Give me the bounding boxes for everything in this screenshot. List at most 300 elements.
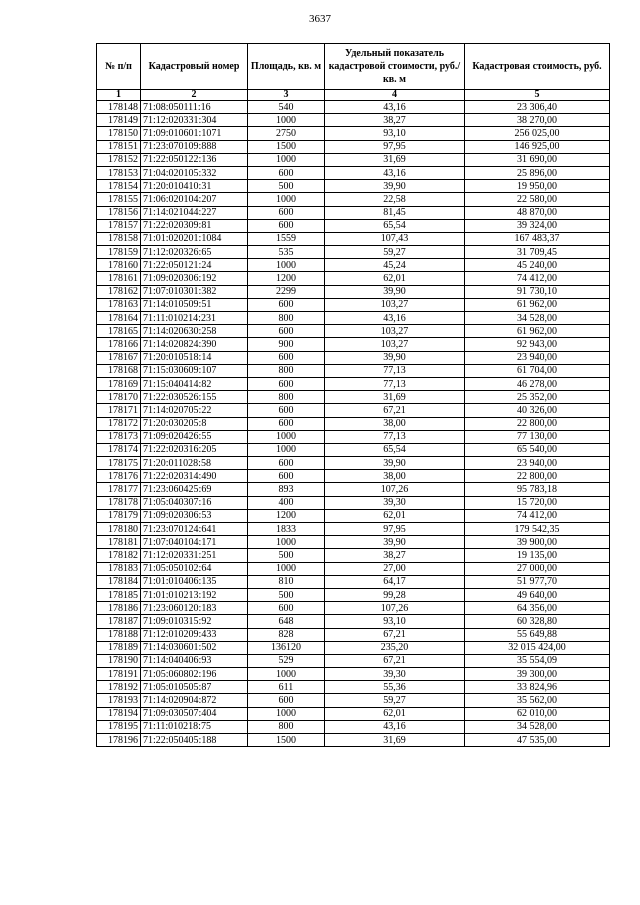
cadastral-value-cell: 22 580,00 [465, 193, 610, 206]
specific-value-cell: 65,54 [325, 219, 465, 232]
cadastral-value-cell: 74 412,00 [465, 272, 610, 285]
table-row [97, 140, 610, 153]
area-cell: 1000 [248, 668, 325, 681]
cadastral-number-cell: 71:22:050122:136 [141, 153, 248, 166]
area-cell: 500 [248, 180, 325, 193]
table-row [97, 707, 610, 720]
column-index: 1 [97, 90, 141, 101]
cadastral-value-cell: 39 300,00 [465, 668, 610, 681]
cadastral-value-cell: 92 943,00 [465, 338, 610, 351]
area-cell: 1500 [248, 140, 325, 153]
table-row [97, 417, 610, 430]
area-cell: 600 [248, 219, 325, 232]
row-number-cell: 178150 [97, 127, 141, 140]
cadastral-number-cell: 71:11:010218:75 [141, 720, 248, 733]
area-cell: 900 [248, 338, 325, 351]
cadastral-value-cell: 179 542,35 [465, 523, 610, 536]
cadastral-number-cell: 71:22:020309:81 [141, 219, 248, 232]
area-cell: 2750 [248, 127, 325, 140]
row-number-cell: 178163 [97, 298, 141, 311]
specific-value-cell: 62,01 [325, 272, 465, 285]
row-number-cell: 178151 [97, 140, 141, 153]
table-row [97, 325, 610, 338]
row-number-cell: 178166 [97, 338, 141, 351]
specific-value-cell: 77,13 [325, 364, 465, 377]
area-cell: 500 [248, 549, 325, 562]
specific-value-cell: 65,54 [325, 443, 465, 456]
row-number-cell: 178173 [97, 430, 141, 443]
cadastral-number-cell: 71:11:010214:231 [141, 312, 248, 325]
row-number-cell: 178169 [97, 377, 141, 390]
cadastral-number-cell: 71:15:030609:107 [141, 364, 248, 377]
area-cell: 1833 [248, 523, 325, 536]
area-cell: 600 [248, 602, 325, 615]
area-cell: 540 [248, 101, 325, 114]
area-cell: 600 [248, 377, 325, 390]
table-row [97, 720, 610, 733]
row-number-cell: 178194 [97, 707, 141, 720]
row-number-cell: 178161 [97, 272, 141, 285]
table-row [97, 668, 610, 681]
row-number-cell: 178156 [97, 206, 141, 219]
table-row [97, 180, 610, 193]
cadastral-number-cell: 71:14:010509:51 [141, 298, 248, 311]
row-number-cell: 178158 [97, 232, 141, 245]
cadastral-value-cell: 47 535,00 [465, 734, 610, 747]
cadastral-value-cell: 91 730,10 [465, 285, 610, 298]
row-number-cell: 178154 [97, 180, 141, 193]
specific-value-cell: 107,26 [325, 483, 465, 496]
area-cell: 600 [248, 404, 325, 417]
cadastral-value-cell: 19 135,00 [465, 549, 610, 562]
cadastral-number-cell: 71:22:050121:24 [141, 259, 248, 272]
table-row [97, 483, 610, 496]
row-number-cell: 178148 [97, 101, 141, 114]
table-row [97, 536, 610, 549]
cadastral-number-cell: 71:23:060425:69 [141, 483, 248, 496]
specific-value-cell: 39,30 [325, 496, 465, 509]
table-row [97, 615, 610, 628]
specific-value-cell: 81,45 [325, 206, 465, 219]
cadastral-value-cell: 49 640,00 [465, 588, 610, 601]
row-number-cell: 178149 [97, 114, 141, 127]
cadastral-number-cell: 71:14:030601:502 [141, 641, 248, 654]
row-number-cell: 178164 [97, 312, 141, 325]
cadastral-number-cell: 71:22:030526:155 [141, 391, 248, 404]
area-cell: 1000 [248, 114, 325, 127]
specific-value-cell: 43,16 [325, 101, 465, 114]
specific-value-cell: 31,69 [325, 153, 465, 166]
specific-value-cell: 39,90 [325, 285, 465, 298]
cadastral-value-cell: 27 000,00 [465, 562, 610, 575]
specific-value-cell: 43,16 [325, 312, 465, 325]
cadastral-number-cell: 71:12:020331:251 [141, 549, 248, 562]
row-number-cell: 178181 [97, 536, 141, 549]
cadastral-value-cell: 15 720,00 [465, 496, 610, 509]
row-number-cell: 178189 [97, 641, 141, 654]
cadastral-value-cell: 60 328,80 [465, 615, 610, 628]
cadastral-number-cell: 71:01:020201:1084 [141, 232, 248, 245]
specific-value-cell: 97,95 [325, 140, 465, 153]
area-cell: 1500 [248, 734, 325, 747]
area-cell: 600 [248, 325, 325, 338]
cadastral-value-cell: 61 962,00 [465, 298, 610, 311]
table-row [97, 734, 610, 747]
table-row [97, 338, 610, 351]
area-cell: 800 [248, 720, 325, 733]
area-cell: 400 [248, 496, 325, 509]
row-number-cell: 178162 [97, 285, 141, 298]
area-cell: 2299 [248, 285, 325, 298]
area-cell: 600 [248, 166, 325, 179]
row-number-cell: 178180 [97, 523, 141, 536]
cadastral-number-cell: 71:20:011028:58 [141, 457, 248, 470]
cadastral-value-table [96, 43, 610, 747]
cadastral-number-cell: 71:12:010209:433 [141, 628, 248, 641]
specific-value-cell: 93,10 [325, 615, 465, 628]
cadastral-value-cell: 25 352,00 [465, 391, 610, 404]
cadastral-number-cell: 71:09:030507:404 [141, 707, 248, 720]
table-row [97, 364, 610, 377]
specific-value-cell: 38,27 [325, 549, 465, 562]
specific-value-cell: 235,20 [325, 641, 465, 654]
table-row [97, 496, 610, 509]
specific-value-cell: 107,43 [325, 232, 465, 245]
row-number-cell: 178175 [97, 457, 141, 470]
specific-value-cell: 103,27 [325, 298, 465, 311]
table-row [97, 272, 610, 285]
table-row [97, 654, 610, 667]
cadastral-value-cell: 46 278,00 [465, 377, 610, 390]
specific-value-cell: 31,69 [325, 391, 465, 404]
area-cell: 529 [248, 654, 325, 667]
area-cell: 1000 [248, 430, 325, 443]
area-cell: 136120 [248, 641, 325, 654]
row-number-cell: 178193 [97, 694, 141, 707]
row-number-cell: 178185 [97, 588, 141, 601]
cadastral-value-cell: 167 483,37 [465, 232, 610, 245]
row-number-cell: 178187 [97, 615, 141, 628]
specific-value-cell: 55,36 [325, 681, 465, 694]
area-cell: 500 [248, 588, 325, 601]
specific-value-cell: 99,28 [325, 588, 465, 601]
specific-value-cell: 59,27 [325, 694, 465, 707]
specific-value-cell: 77,13 [325, 430, 465, 443]
cadastral-value-cell: 77 130,00 [465, 430, 610, 443]
cadastral-number-cell: 71:14:021044:227 [141, 206, 248, 219]
area-cell: 828 [248, 628, 325, 641]
cadastral-value-cell: 31 709,45 [465, 246, 610, 259]
cadastral-number-cell: 71:07:010301:382 [141, 285, 248, 298]
specific-value-cell: 39,90 [325, 180, 465, 193]
row-number-cell: 178191 [97, 668, 141, 681]
cadastral-number-cell: 71:14:020824:390 [141, 338, 248, 351]
cadastral-value-cell: 65 540,00 [465, 443, 610, 456]
area-cell: 600 [248, 694, 325, 707]
table-row [97, 114, 610, 127]
cadastral-number-cell: 71:08:050111:16 [141, 101, 248, 114]
header-area: Площадь, кв. м [248, 44, 325, 90]
cadastral-number-cell: 71:05:050102:64 [141, 562, 248, 575]
area-cell: 1000 [248, 536, 325, 549]
cadastral-value-cell: 34 528,00 [465, 312, 610, 325]
cadastral-number-cell: 71:20:010410:31 [141, 180, 248, 193]
row-number-cell: 178186 [97, 602, 141, 615]
cadastral-number-cell: 71:01:010406:135 [141, 575, 248, 588]
specific-value-cell: 39,90 [325, 351, 465, 364]
area-cell: 893 [248, 483, 325, 496]
table-row [97, 285, 610, 298]
cadastral-number-cell: 71:14:020630:258 [141, 325, 248, 338]
table-row [97, 298, 610, 311]
specific-value-cell: 67,21 [325, 654, 465, 667]
table-row [97, 259, 610, 272]
table-row [97, 562, 610, 575]
cadastral-value-cell: 39 900,00 [465, 536, 610, 549]
header-cadastral-value: Кадастровая стоимость, руб. [465, 44, 610, 90]
row-number-cell: 178182 [97, 549, 141, 562]
cadastral-number-cell: 71:05:060802:196 [141, 668, 248, 681]
cadastral-number-cell: 71:14:020904:872 [141, 694, 248, 707]
table-row [97, 101, 610, 114]
row-number-cell: 178153 [97, 166, 141, 179]
area-cell: 800 [248, 391, 325, 404]
specific-value-cell: 103,27 [325, 325, 465, 338]
table-row [97, 127, 610, 140]
cadastral-value-cell: 39 324,00 [465, 219, 610, 232]
specific-value-cell: 39,90 [325, 536, 465, 549]
row-number-cell: 178177 [97, 483, 141, 496]
row-number-cell: 178167 [97, 351, 141, 364]
cadastral-number-cell: 71:22:050405:188 [141, 734, 248, 747]
area-cell: 600 [248, 417, 325, 430]
column-index: 4 [325, 90, 465, 101]
table-row [97, 193, 610, 206]
area-cell: 800 [248, 364, 325, 377]
area-cell: 535 [248, 246, 325, 259]
cadastral-value-cell: 61 962,00 [465, 325, 610, 338]
header-row [97, 44, 610, 90]
cadastral-number-cell: 71:04:020105:332 [141, 166, 248, 179]
cadastral-value-cell: 23 940,00 [465, 457, 610, 470]
specific-value-cell: 97,95 [325, 523, 465, 536]
row-number-cell: 178168 [97, 364, 141, 377]
table-row [97, 153, 610, 166]
cadastral-value-cell: 22 800,00 [465, 470, 610, 483]
row-number-cell: 178171 [97, 404, 141, 417]
cadastral-number-cell: 71:01:010213:192 [141, 588, 248, 601]
cadastral-value-cell: 62 010,00 [465, 707, 610, 720]
cadastral-value-cell: 34 528,00 [465, 720, 610, 733]
cadastral-number-cell: 71:20:010518:14 [141, 351, 248, 364]
cadastral-value-cell: 32 015 424,00 [465, 641, 610, 654]
column-index: 5 [465, 90, 610, 101]
row-number-cell: 178172 [97, 417, 141, 430]
specific-value-cell: 93,10 [325, 127, 465, 140]
row-number-cell: 178192 [97, 681, 141, 694]
cadastral-value-cell: 61 704,00 [465, 364, 610, 377]
row-number-cell: 178165 [97, 325, 141, 338]
cadastral-number-cell: 71:23:060120:183 [141, 602, 248, 615]
row-number-cell: 178188 [97, 628, 141, 641]
cadastral-value-cell: 40 326,00 [465, 404, 610, 417]
table-row [97, 628, 610, 641]
table-row [97, 232, 610, 245]
area-cell: 1200 [248, 272, 325, 285]
table-row [97, 509, 610, 522]
cadastral-number-cell: 71:23:070109:888 [141, 140, 248, 153]
cadastral-number-cell: 71:09:020426:55 [141, 430, 248, 443]
cadastral-value-cell: 38 270,00 [465, 114, 610, 127]
row-number-cell: 178157 [97, 219, 141, 232]
table-row [97, 588, 610, 601]
table-row [97, 681, 610, 694]
table-row [97, 312, 610, 325]
row-number-cell: 178190 [97, 654, 141, 667]
cadastral-number-cell: 71:07:040104:171 [141, 536, 248, 549]
specific-value-cell: 43,16 [325, 720, 465, 733]
area-cell: 1000 [248, 259, 325, 272]
header-specific-value: Удельный показатель кадастровой стоимости, руб./кв. м [325, 44, 465, 90]
table-row [97, 377, 610, 390]
table-row [97, 166, 610, 179]
specific-value-cell: 45,24 [325, 259, 465, 272]
row-number-cell: 178195 [97, 720, 141, 733]
row-number-cell: 178176 [97, 470, 141, 483]
specific-value-cell: 39,90 [325, 457, 465, 470]
column-index-row [97, 90, 610, 101]
specific-value-cell: 43,16 [325, 166, 465, 179]
column-index: 3 [248, 90, 325, 101]
row-number-cell: 178160 [97, 259, 141, 272]
cadastral-value-cell: 33 824,96 [465, 681, 610, 694]
table-row [97, 351, 610, 364]
row-number-cell: 178152 [97, 153, 141, 166]
cadastral-number-cell: 71:09:010315:92 [141, 615, 248, 628]
area-cell: 600 [248, 351, 325, 364]
row-number-cell: 178179 [97, 509, 141, 522]
column-index: 2 [141, 90, 248, 101]
table-row [97, 391, 610, 404]
area-cell: 810 [248, 575, 325, 588]
area-cell: 1000 [248, 562, 325, 575]
cadastral-value-cell: 31 690,00 [465, 153, 610, 166]
cadastral-value-cell: 95 783,18 [465, 483, 610, 496]
area-cell: 800 [248, 312, 325, 325]
table-row [97, 575, 610, 588]
specific-value-cell: 62,01 [325, 707, 465, 720]
cadastral-value-cell: 45 240,00 [465, 259, 610, 272]
specific-value-cell: 64,17 [325, 575, 465, 588]
cadastral-value-cell: 25 896,00 [465, 166, 610, 179]
area-cell: 600 [248, 457, 325, 470]
cadastral-value-cell: 35 562,00 [465, 694, 610, 707]
row-number-cell: 178159 [97, 246, 141, 259]
cadastral-number-cell: 71:20:030205:8 [141, 417, 248, 430]
cadastral-number-cell: 71:14:020705:22 [141, 404, 248, 417]
specific-value-cell: 103,27 [325, 338, 465, 351]
table-row [97, 470, 610, 483]
cadastral-value-cell: 23 940,00 [465, 351, 610, 364]
header-cadastral-number: Кадастровый номер [141, 44, 248, 90]
cadastral-number-cell: 71:23:070124:641 [141, 523, 248, 536]
row-number-cell: 178184 [97, 575, 141, 588]
table-row [97, 641, 610, 654]
cadastral-value-cell: 55 649,88 [465, 628, 610, 641]
cadastral-value-cell: 22 800,00 [465, 417, 610, 430]
specific-value-cell: 62,01 [325, 509, 465, 522]
specific-value-cell: 22,58 [325, 193, 465, 206]
cadastral-number-cell: 71:09:020306:192 [141, 272, 248, 285]
specific-value-cell: 31,69 [325, 734, 465, 747]
specific-value-cell: 67,21 [325, 404, 465, 417]
cadastral-number-cell: 71:05:040307:16 [141, 496, 248, 509]
specific-value-cell: 27,00 [325, 562, 465, 575]
table-row [97, 694, 610, 707]
area-cell: 648 [248, 615, 325, 628]
header-row-number: № п/п [97, 44, 141, 90]
row-number-cell: 178170 [97, 391, 141, 404]
cadastral-number-cell: 71:22:020316:205 [141, 443, 248, 456]
table-row [97, 219, 610, 232]
cadastral-value-cell: 51 977,70 [465, 575, 610, 588]
table-row [97, 602, 610, 615]
specific-value-cell: 59,27 [325, 246, 465, 259]
area-cell: 611 [248, 681, 325, 694]
cadastral-number-cell: 71:15:040414:82 [141, 377, 248, 390]
specific-value-cell: 38,27 [325, 114, 465, 127]
area-cell: 1000 [248, 153, 325, 166]
area-cell: 1000 [248, 707, 325, 720]
table-row [97, 457, 610, 470]
cadastral-number-cell: 71:05:010505:87 [141, 681, 248, 694]
table-row [97, 246, 610, 259]
cadastral-value-cell: 48 870,00 [465, 206, 610, 219]
cadastral-number-cell: 71:12:020331:304 [141, 114, 248, 127]
table-row [97, 523, 610, 536]
cadastral-number-cell: 71:06:020104:207 [141, 193, 248, 206]
row-number-cell: 178155 [97, 193, 141, 206]
area-cell: 1200 [248, 509, 325, 522]
table-row [97, 206, 610, 219]
cadastral-value-cell: 35 554,09 [465, 654, 610, 667]
specific-value-cell: 38,00 [325, 470, 465, 483]
cadastral-value-cell: 19 950,00 [465, 180, 610, 193]
cadastral-number-cell: 71:09:020306:53 [141, 509, 248, 522]
table-row [97, 443, 610, 456]
area-cell: 600 [248, 298, 325, 311]
specific-value-cell: 107,26 [325, 602, 465, 615]
area-cell: 600 [248, 470, 325, 483]
cadastral-value-cell: 146 925,00 [465, 140, 610, 153]
table-row [97, 430, 610, 443]
cadastral-value-cell: 64 356,00 [465, 602, 610, 615]
page-number: 3637 [309, 13, 331, 25]
specific-value-cell: 77,13 [325, 377, 465, 390]
cadastral-number-cell: 71:22:020314:490 [141, 470, 248, 483]
area-cell: 600 [248, 206, 325, 219]
cadastral-value-cell: 74 412,00 [465, 509, 610, 522]
row-number-cell: 178196 [97, 734, 141, 747]
row-number-cell: 178178 [97, 496, 141, 509]
row-number-cell: 178183 [97, 562, 141, 575]
area-cell: 1000 [248, 443, 325, 456]
table-body [97, 101, 610, 747]
table-row [97, 404, 610, 417]
cadastral-number-cell: 71:09:010601:1071 [141, 127, 248, 140]
specific-value-cell: 67,21 [325, 628, 465, 641]
cadastral-value-cell: 23 306,40 [465, 101, 610, 114]
